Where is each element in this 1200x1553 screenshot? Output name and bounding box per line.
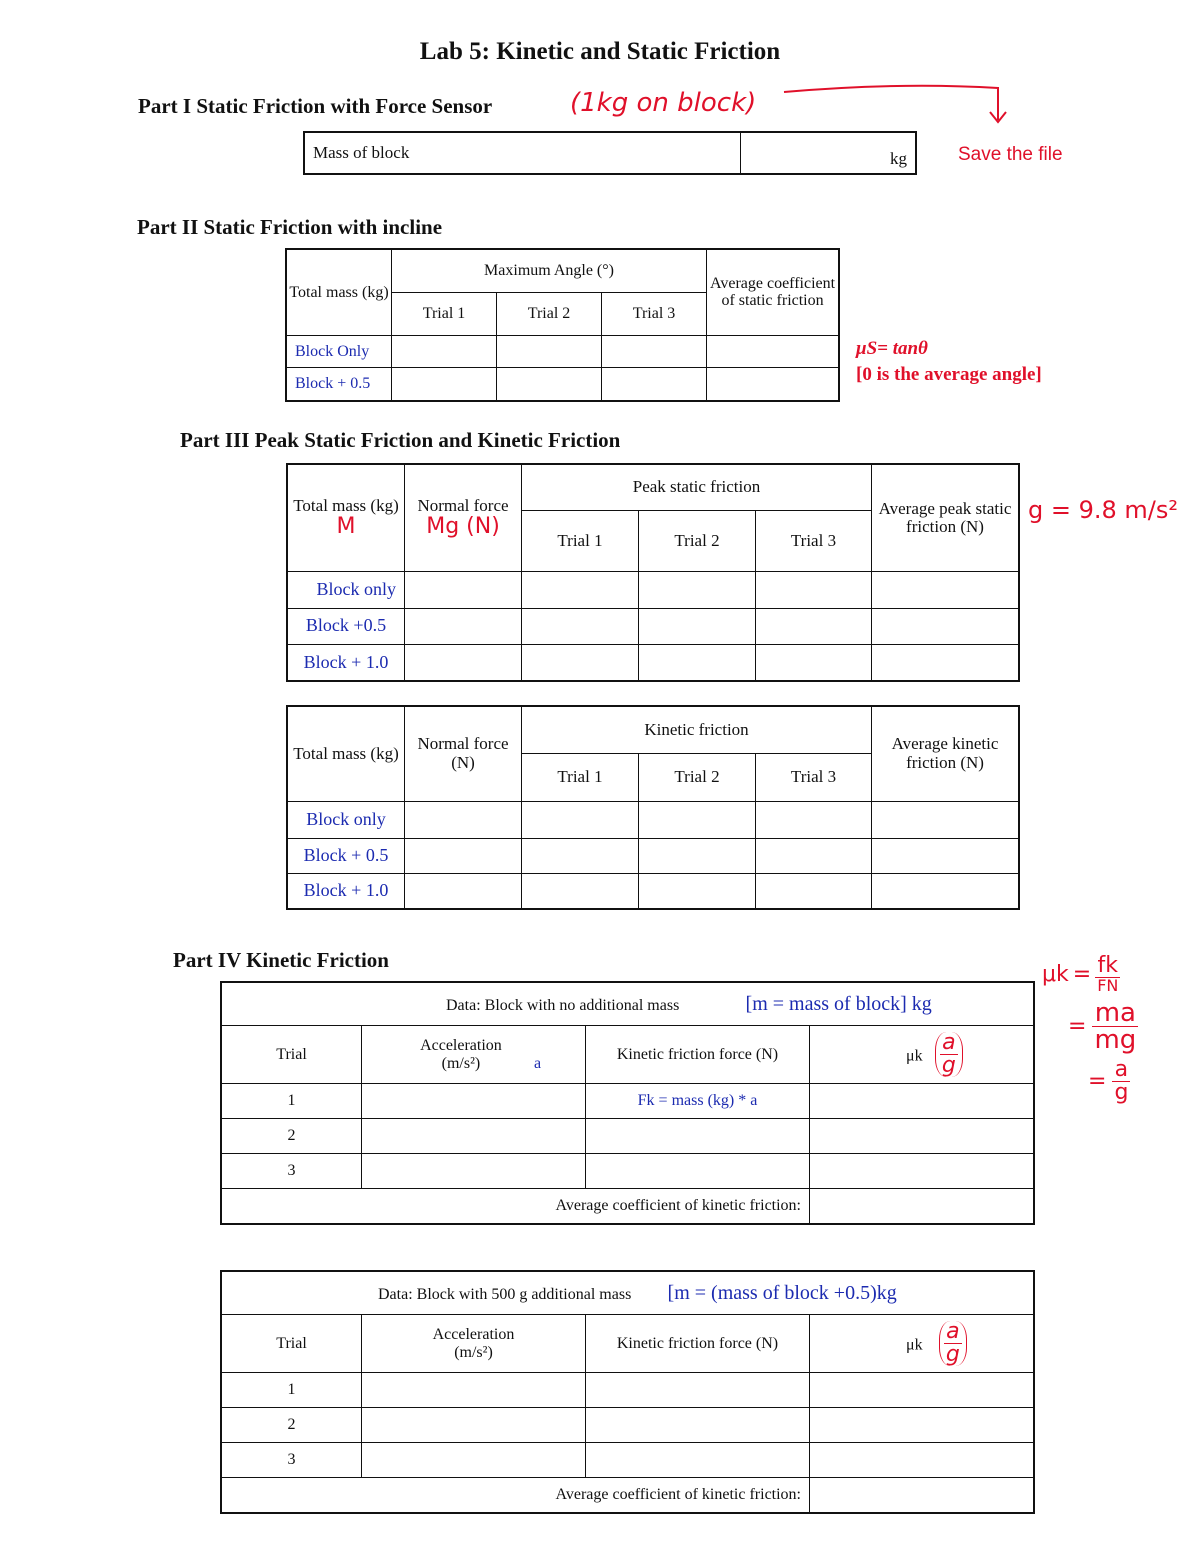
- data-cell[interactable]: [810, 1443, 1034, 1478]
- frac-den: FN: [1097, 976, 1119, 995]
- trial-header: Trial 2: [639, 754, 756, 801]
- col-trial: Trial: [222, 1026, 362, 1084]
- data-label: Data: Block with no additional mass: [446, 997, 680, 1014]
- part3-kinetic-table: [287, 706, 1019, 909]
- data-cell[interactable]: [872, 873, 1019, 908]
- frac-num: fk: [1095, 955, 1120, 978]
- data-cell[interactable]: [362, 1373, 586, 1408]
- data-cell[interactable]: [586, 1408, 810, 1443]
- col-max-angle: Maximum Angle (°): [392, 250, 707, 293]
- frac-num: a: [944, 1321, 962, 1344]
- data-cell[interactable]: [756, 608, 872, 644]
- frac-num: a: [1112, 1059, 1130, 1082]
- mu-k-label: μk: [906, 1336, 923, 1354]
- part2-table: [286, 249, 839, 401]
- avg-kinetic-cell[interactable]: [810, 1189, 1034, 1224]
- col-total-mass: [288, 465, 405, 572]
- part3-heading: Part III Peak Static Friction and Kinetic Friction: [180, 428, 621, 452]
- col-acceleration-label: Acceleration (m/s²): [432, 1325, 515, 1361]
- row-label: Block + 0.5: [288, 838, 405, 873]
- part4-500g-table: [221, 1271, 1034, 1513]
- col-avg-peak-static: Average peak static friction (N): [872, 465, 1019, 572]
- col-mu-k: [810, 1026, 1034, 1084]
- data-cell[interactable]: [756, 873, 872, 908]
- data-cell[interactable]: [707, 335, 839, 368]
- part1-handwritten-note: (1kg on block): [570, 88, 757, 118]
- data-header: [222, 983, 1034, 1026]
- data-cell[interactable]: [872, 644, 1019, 680]
- trial-header: Trial 1: [522, 511, 639, 572]
- trial-header: Trial 1: [392, 292, 497, 335]
- data-cell[interactable]: [392, 368, 497, 401]
- row-label: Block + 1.0: [288, 644, 405, 680]
- handwritten-mu-fraction: [935, 1032, 963, 1077]
- part1-mass-table: [304, 132, 916, 174]
- data-cell[interactable]: [362, 1084, 586, 1119]
- mu-k-label: μk: [906, 1047, 923, 1065]
- data-cell[interactable]: [522, 644, 639, 680]
- trial-number: 3: [222, 1443, 362, 1478]
- static-coefficient-formula: μS= tanθ: [856, 338, 928, 359]
- data-cell[interactable]: [405, 572, 522, 608]
- col-kinetic-force: Kinetic friction force (N): [586, 1026, 810, 1084]
- trial-header: Trial 2: [497, 292, 602, 335]
- data-cell[interactable]: [497, 335, 602, 368]
- col-normal-force: Normal force (N): [405, 707, 522, 802]
- frac-den: g: [1114, 1080, 1129, 1105]
- col-normal-label: Normal force: [417, 495, 509, 515]
- col-avg-kinetic: Average kinetic friction (N): [872, 707, 1019, 802]
- data-cell[interactable]: [810, 1154, 1034, 1189]
- col-mu-k: [810, 1315, 1034, 1373]
- page-title: Lab 5: Kinetic and Static Friction: [419, 38, 781, 65]
- mass-label: Mass of block: [305, 133, 741, 174]
- data-cell[interactable]: [586, 1119, 810, 1154]
- data-cell[interactable]: [872, 838, 1019, 873]
- force-formula[interactable]: Fk = mass (kg) * a: [586, 1084, 810, 1119]
- data-cell[interactable]: [707, 368, 839, 401]
- data-cell[interactable]: [756, 644, 872, 680]
- data-cell[interactable]: [639, 644, 756, 680]
- col-avg-static: Average coefficient of static friction: [707, 250, 839, 336]
- data-cell[interactable]: [756, 572, 872, 608]
- data-cell[interactable]: [405, 838, 522, 873]
- avg-kinetic-cell[interactable]: [810, 1478, 1034, 1513]
- trial-number: 2: [222, 1119, 362, 1154]
- data-cell[interactable]: [756, 801, 872, 838]
- data-cell[interactable]: [602, 335, 707, 368]
- data-cell[interactable]: [362, 1408, 586, 1443]
- frac-den: mg: [1094, 1025, 1137, 1055]
- data-cell[interactable]: [810, 1408, 1034, 1443]
- data-cell[interactable]: [522, 838, 639, 873]
- mass-unit: kg: [890, 149, 907, 169]
- trial-number: 2: [222, 1408, 362, 1443]
- col-peak-static: Peak static friction: [522, 465, 872, 511]
- average-angle-note: [0 is the average angle]: [856, 364, 1042, 385]
- row-label: Block + 1.0: [288, 873, 405, 908]
- data-cell[interactable]: [810, 1373, 1034, 1408]
- accel-symbol: a: [533, 1054, 542, 1072]
- trial-header: Trial 3: [756, 511, 872, 572]
- col-normal-force: [405, 465, 522, 572]
- part3-peak-static-table: [287, 464, 1019, 681]
- handwritten-mg: Mg (N): [426, 514, 500, 540]
- data-cell[interactable]: [362, 1443, 586, 1478]
- data-cell[interactable]: [405, 644, 522, 680]
- mu-k-hand: μk: [1042, 962, 1069, 987]
- mass-note: [m = mass of block] kg: [745, 993, 932, 1015]
- part4-heading: Part IV Kinetic Friction: [173, 948, 389, 972]
- col-kinetic-force: Kinetic friction force (N): [586, 1315, 810, 1373]
- gravity-note: g = 9.8 m/s²: [1028, 496, 1178, 524]
- frac-num: ma: [1092, 1000, 1138, 1027]
- handwritten-mu-fraction: [939, 1321, 967, 1366]
- data-cell[interactable]: [756, 838, 872, 873]
- data-cell[interactable]: [497, 368, 602, 401]
- trial-number: 3: [222, 1154, 362, 1189]
- data-cell[interactable]: [639, 801, 756, 838]
- data-cell[interactable]: [522, 873, 639, 908]
- mass-input-cell[interactable]: [741, 133, 916, 174]
- part1-heading: Part I Static Friction with Force Sensor: [138, 94, 493, 118]
- handwritten-m: M: [336, 514, 356, 540]
- trial-number: 1: [222, 1084, 362, 1119]
- arrow-icon: [780, 80, 1010, 130]
- trial-header: Trial 1: [522, 754, 639, 801]
- data-cell[interactable]: [586, 1373, 810, 1408]
- trial-number: 1: [222, 1373, 362, 1408]
- data-cell[interactable]: [639, 572, 756, 608]
- data-cell[interactable]: [586, 1443, 810, 1478]
- data-cell[interactable]: [362, 1119, 586, 1154]
- col-total-mass-label: Total mass (kg): [293, 495, 399, 515]
- frac-num: a: [940, 1032, 958, 1055]
- data-cell[interactable]: [522, 608, 639, 644]
- row-label: Block + 0.5: [287, 368, 392, 401]
- trial-header: Trial 3: [756, 754, 872, 801]
- frac-den: g: [945, 1342, 960, 1367]
- data-cell[interactable]: [810, 1084, 1034, 1119]
- col-total-mass: Total mass (kg): [287, 250, 392, 336]
- data-cell[interactable]: [522, 572, 639, 608]
- avg-kinetic-label: Average coefficient of kinetic friction:: [222, 1189, 810, 1224]
- data-cell[interactable]: [392, 335, 497, 368]
- mu-derivation: μk = $\frac{fk}{FN}$ = $\frac{ma}{mg}$ = $\frac{a}{g}$: [1042, 953, 1137, 1105]
- col-acceleration-label: Acceleration (m/s²): [420, 1036, 502, 1072]
- data-cell[interactable]: [362, 1154, 586, 1189]
- trial-header: Trial 2: [639, 511, 756, 572]
- part2-heading: Part II Static Friction with incline: [137, 215, 443, 239]
- row-label: Block Only: [287, 335, 392, 368]
- avg-kinetic-label: Average coefficient of kinetic friction:: [222, 1478, 810, 1513]
- trial-header: Trial 3: [602, 292, 707, 335]
- col-trial: Trial: [222, 1315, 362, 1373]
- data-cell[interactable]: [639, 838, 756, 873]
- col-acceleration: [362, 1315, 586, 1373]
- data-cell[interactable]: [872, 608, 1019, 644]
- data-cell[interactable]: [810, 1119, 1034, 1154]
- data-cell[interactable]: [872, 572, 1019, 608]
- data-cell[interactable]: [602, 368, 707, 401]
- row-label: Block only: [288, 801, 405, 838]
- data-header: [222, 1272, 1034, 1315]
- frac-den: g: [941, 1053, 956, 1078]
- save-file-note: Save the file: [958, 144, 1063, 165]
- col-acceleration: [362, 1026, 586, 1084]
- data-label: Data: Block with 500 g additional mass: [378, 1286, 632, 1303]
- mass-note: [m = (mass of block +0.5)kg: [667, 1282, 897, 1304]
- part4-no-mass-table: [221, 982, 1034, 1224]
- row-label: Block only: [288, 572, 405, 608]
- data-cell[interactable]: [586, 1154, 810, 1189]
- data-cell[interactable]: [405, 608, 522, 644]
- col-total-mass: Total mass (kg): [288, 707, 405, 802]
- col-kinetic-friction: Kinetic friction: [522, 707, 872, 754]
- data-cell[interactable]: [405, 873, 522, 908]
- data-cell[interactable]: [872, 801, 1019, 838]
- row-label: Block +0.5: [288, 608, 405, 644]
- data-cell[interactable]: [639, 608, 756, 644]
- data-cell[interactable]: [639, 873, 756, 908]
- data-cell[interactable]: [405, 801, 522, 838]
- data-cell[interactable]: [522, 801, 639, 838]
